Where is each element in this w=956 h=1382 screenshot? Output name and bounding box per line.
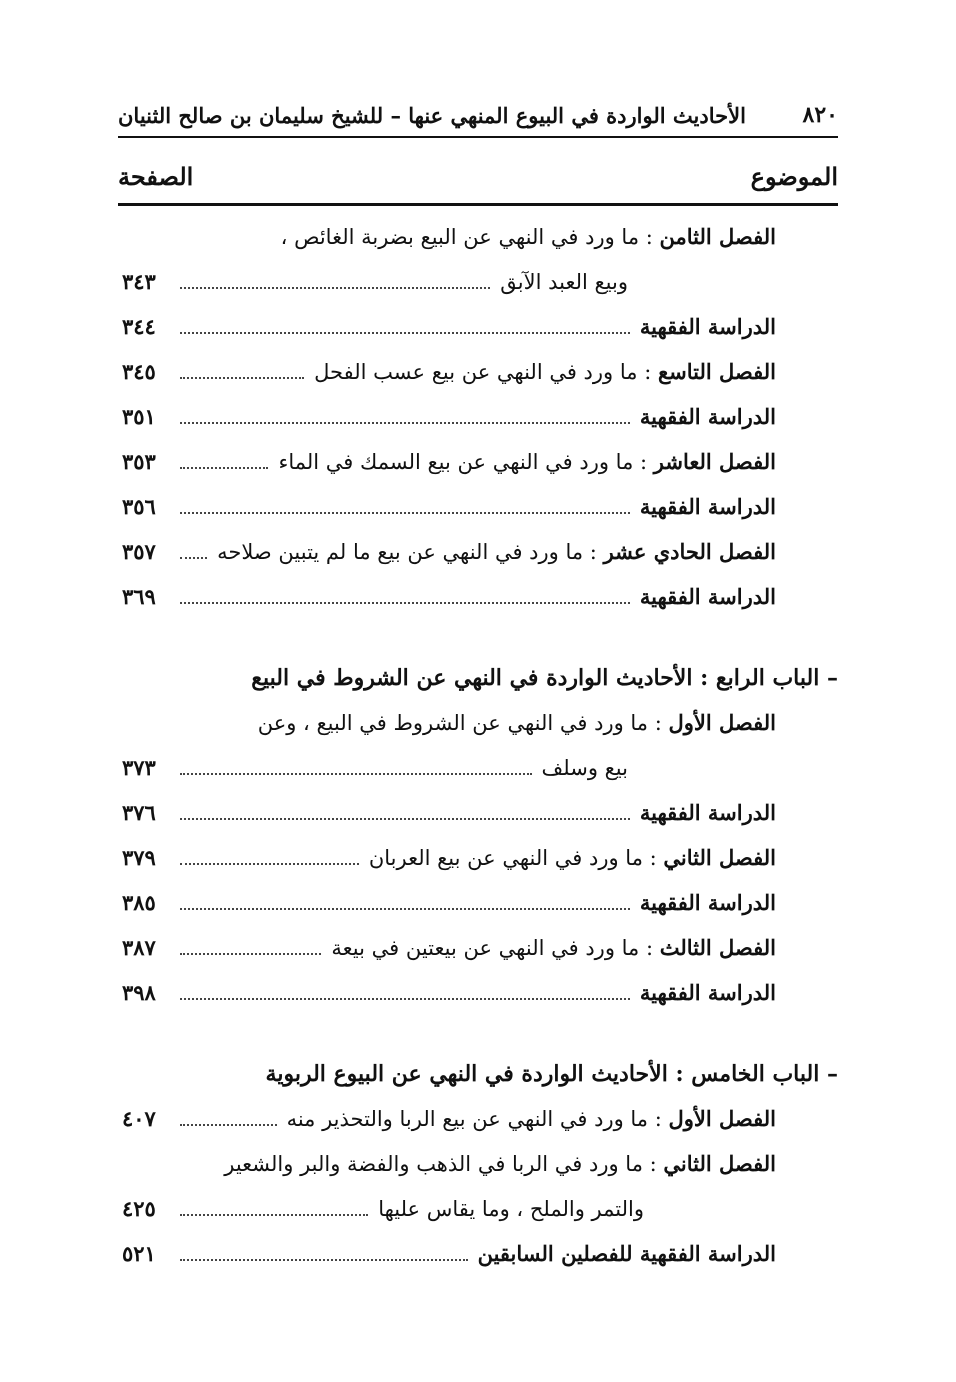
entry-label: الفصل الأول bbox=[668, 1106, 776, 1131]
section-title: – الباب الخامس : الأحاديث الواردة في النهي عن البيوع الربوية bbox=[265, 1060, 838, 1087]
entry-label: الدراسة الفقهية للفصلين السابقين bbox=[477, 1241, 776, 1266]
column-headings bbox=[118, 156, 838, 196]
header-rule bbox=[118, 136, 838, 138]
entry-page: ٣٥١ bbox=[122, 404, 156, 429]
leader-dots bbox=[180, 908, 630, 910]
toc-entry bbox=[122, 349, 776, 394]
toc-entry bbox=[122, 439, 776, 484]
entry-text: والتمر والملح ، وما يقاس عليها bbox=[378, 1196, 644, 1221]
toc-entry bbox=[122, 529, 776, 574]
entry-text: : ما ورد في الربا في الذهب والفضة والبر والشعير bbox=[224, 1152, 657, 1176]
toc-entry bbox=[122, 880, 776, 925]
toc-entry bbox=[122, 1231, 776, 1276]
column-heading-rule bbox=[118, 203, 838, 206]
entry-page: ٣٤٥ bbox=[122, 359, 156, 384]
toc-entry bbox=[122, 970, 776, 1015]
leader-dots bbox=[180, 512, 630, 514]
leader-dots bbox=[180, 557, 207, 559]
toc-entry bbox=[122, 1141, 776, 1186]
section-heading bbox=[122, 1051, 838, 1096]
entry-label: الدراسة الفقهية bbox=[639, 890, 776, 915]
entry-text: : ما ورد في النهي عن بيع السمك في الماء bbox=[278, 450, 648, 474]
toc-entry bbox=[122, 574, 776, 619]
leader-dots bbox=[180, 602, 630, 604]
toc-entry bbox=[122, 925, 776, 970]
entry-text: : ما ورد في النهي عن الشروط في البيع ، وعن bbox=[257, 711, 662, 735]
table-of-contents bbox=[122, 214, 838, 1276]
toc-entry bbox=[122, 484, 776, 529]
running-head bbox=[118, 98, 838, 132]
topic-column-heading: الموضوع bbox=[750, 161, 838, 191]
entry-label: الفصل الحادي عشر bbox=[603, 539, 776, 564]
leader-dots bbox=[180, 863, 359, 865]
toc-entry bbox=[122, 259, 776, 304]
entry-page: ٥٢١ bbox=[122, 1241, 156, 1266]
entry-page: ٣٧٩ bbox=[122, 845, 156, 870]
toc-entry bbox=[122, 835, 776, 880]
page-column-heading: الصفحة bbox=[118, 161, 194, 191]
toc-entry bbox=[122, 304, 776, 349]
entry-label: الفصل الثاني bbox=[663, 1151, 776, 1176]
toc-entry bbox=[122, 700, 776, 745]
entry-text: بيع وسلف bbox=[541, 755, 628, 780]
entry-text: : ما ورد في النهي عن البيع بضربة الغائص ، bbox=[280, 225, 653, 249]
entry-label: الفصل الأول bbox=[668, 710, 776, 735]
entry-text: وبيع العبد الآبق bbox=[500, 269, 628, 294]
entry-text: : ما ورد في النهي عن بيع ما لم يتبين صلاحه bbox=[217, 540, 597, 564]
toc-entry bbox=[122, 1096, 776, 1141]
toc-entry bbox=[122, 1186, 776, 1231]
toc-entry bbox=[122, 790, 776, 835]
entry-page: ٣٨٧ bbox=[122, 935, 156, 960]
section-heading bbox=[122, 655, 838, 700]
leader-dots bbox=[180, 773, 532, 775]
toc-entry bbox=[122, 394, 776, 439]
entry-page: ٣٦٩ bbox=[122, 584, 156, 609]
leader-dots bbox=[180, 467, 268, 469]
entry-page: ٣٥٧ bbox=[122, 539, 156, 564]
entry-label: الفصل الثامن bbox=[659, 224, 776, 249]
section-title: – الباب الرابع : الأحاديث الواردة في النهي عن الشروط في البيع bbox=[251, 664, 838, 691]
entry-page: ٣٥٦ bbox=[122, 494, 156, 519]
leader-dots bbox=[180, 1214, 368, 1216]
entry-label: الدراسة الفقهية bbox=[639, 980, 776, 1005]
leader-dots bbox=[180, 998, 630, 1000]
leader-dots bbox=[180, 1259, 468, 1261]
entry-label: الدراسة الفقهية bbox=[639, 494, 776, 519]
entry-text: : ما ورد في النهي عن بيع العربان bbox=[368, 846, 657, 870]
entry-page: ٣٩٨ bbox=[122, 980, 156, 1005]
entry-label: الدراسة الفقهية bbox=[639, 314, 776, 339]
entry-text: : ما ورد في النهي عن بيع الربا والتحذير منه bbox=[286, 1107, 662, 1131]
entry-label: الفصل الثالث bbox=[659, 935, 776, 960]
entry-label: الدراسة الفقهية bbox=[639, 584, 776, 609]
leader-dots bbox=[180, 1124, 277, 1126]
entry-label: الفصل العاشر bbox=[653, 449, 776, 474]
page-number: ٨٢٠ bbox=[802, 102, 838, 128]
toc-entry bbox=[122, 214, 776, 259]
entry-page: ٣٧٦ bbox=[122, 800, 156, 825]
running-head-title: الأحاديث الواردة في البيوع المنهي عنها – للشيخ سليمان بن صالح الثنيان bbox=[118, 102, 746, 128]
toc-entry bbox=[122, 745, 776, 790]
entry-label: الفصل التاسع bbox=[657, 359, 776, 384]
leader-dots bbox=[180, 422, 630, 424]
leader-dots bbox=[180, 953, 321, 955]
entry-page: ٣٤٤ bbox=[122, 314, 156, 339]
entry-page: ٣٨٥ bbox=[122, 890, 156, 915]
leader-dots bbox=[180, 377, 304, 379]
leader-dots bbox=[180, 818, 630, 820]
leader-dots bbox=[180, 287, 490, 289]
entry-page: ٤٠٧ bbox=[122, 1106, 156, 1131]
entry-page: ٤٢٥ bbox=[122, 1196, 156, 1221]
entry-page: ٣٥٣ bbox=[122, 449, 156, 474]
entry-label: الدراسة الفقهية bbox=[639, 404, 776, 429]
entry-page: ٣٤٣ bbox=[122, 269, 156, 294]
entry-text: : ما ورد في النهي عن بيعتين في بيعة bbox=[331, 936, 654, 960]
entry-label: الفصل الثاني bbox=[663, 845, 776, 870]
entry-label: الدراسة الفقهية bbox=[639, 800, 776, 825]
leader-dots bbox=[180, 332, 630, 334]
entry-text: : ما ورد في النهي عن بيع عسب الفحل bbox=[314, 360, 652, 384]
entry-page: ٣٧٣ bbox=[122, 755, 156, 780]
